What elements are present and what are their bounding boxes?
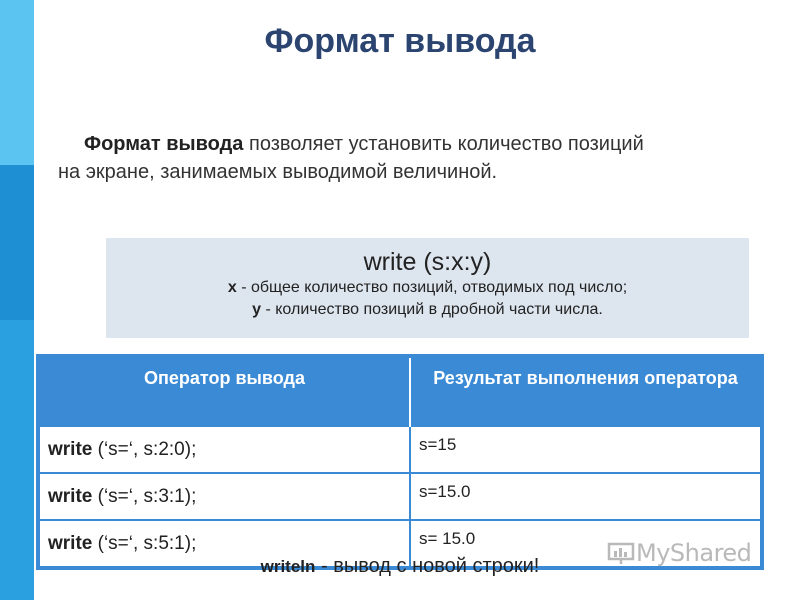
syntax-y-desc: - количество позиций в дробной части числа.	[261, 301, 603, 318]
intro-text-line2: на экране, занимаемых выводимой величиной.	[58, 161, 498, 183]
intro-term: Формат вывода	[84, 133, 244, 155]
intro-text-line1: позволяет установить количество позиций	[243, 133, 644, 155]
slide-title: Формат вывода	[264, 22, 536, 60]
footer-keyword: writeln	[260, 557, 316, 576]
syntax-keyword: write	[363, 248, 417, 276]
watermark-text: MyShared	[636, 539, 752, 567]
table-header-row	[38, 356, 762, 426]
watermark	[606, 538, 766, 574]
operator-cell: write (‘s=‘, s:5:1);	[38, 520, 410, 568]
syntax-y-label: y	[252, 301, 262, 318]
operator-cell: write (‘s=‘, s:3:1);	[38, 473, 410, 520]
syntax-x-line	[106, 277, 749, 299]
operator-cell: write (‘s=‘, s:2:0);	[38, 426, 410, 473]
table-row	[38, 426, 762, 473]
result-cell: s= 15.0	[410, 520, 762, 568]
footer-text: - вывод с новой строки!	[315, 555, 540, 577]
syntax-x-label: x	[227, 279, 237, 296]
left-bar-segment-middle	[0, 165, 34, 320]
intro-paragraph	[58, 130, 778, 186]
header-result: Результат выполнения оператора	[410, 356, 762, 426]
syntax-x-desc: - общее количество позиций, отводимых под число;	[236, 279, 628, 296]
presentation-board-icon	[606, 541, 636, 565]
syntax-box	[106, 238, 749, 338]
result-cell: s=15	[410, 426, 762, 473]
syntax-y-line	[106, 299, 749, 321]
table-row	[38, 473, 762, 520]
syntax-args: (s:x:y)	[416, 248, 492, 276]
syntax-signature	[106, 248, 749, 277]
result-cell: s=15.0	[410, 473, 762, 520]
header-operator: Оператор вывода	[38, 356, 410, 426]
left-decor-bar	[0, 0, 34, 600]
